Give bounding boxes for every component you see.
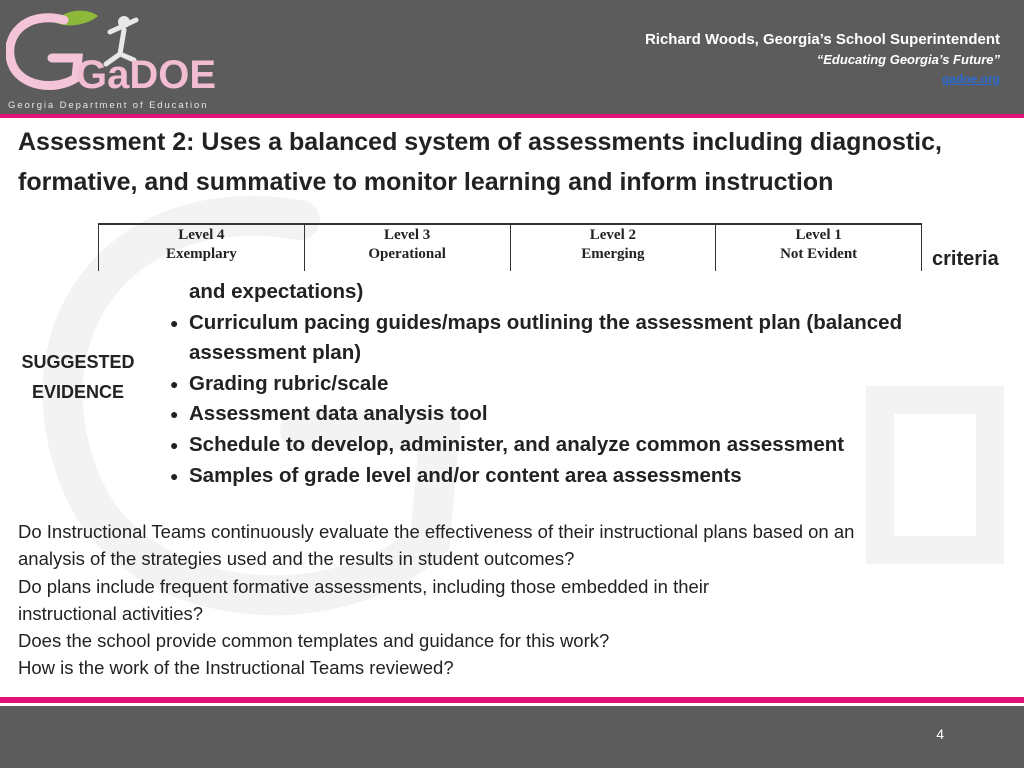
header-info xyxy=(645,30,1000,88)
evidence-item xyxy=(160,399,980,430)
rubric-cell xyxy=(304,265,510,271)
evidence-item xyxy=(160,369,980,400)
evidence-label-line-1: SUGGESTED xyxy=(21,352,135,372)
evidence-line xyxy=(160,277,980,308)
rubric-level: Level 2 xyxy=(589,227,636,243)
rubric-level-label: Exemplary xyxy=(165,246,237,262)
header-bar xyxy=(0,0,1024,114)
criteria-text-fragment: criteria xyxy=(932,248,999,270)
motto: “Educating Georgia’s Future” xyxy=(816,52,1000,67)
title-line-2: formative, and summative to monitor learning and inform instruction xyxy=(18,168,834,196)
bullet-icon: ● xyxy=(170,467,179,484)
gadoe-logo-graphic xyxy=(6,6,220,98)
evidence-text: and expectations) xyxy=(189,280,364,303)
logo-subtitle: Georgia Department of Education xyxy=(8,100,209,111)
evidence-item xyxy=(160,430,980,461)
website-link[interactable]: gadoe.org xyxy=(941,72,1000,86)
evidence-item xyxy=(160,461,980,492)
evidence-text: Samples of grade level and/or content area assessments xyxy=(189,463,742,487)
rubric-col-level-1 xyxy=(716,225,922,266)
question-line: analysis of the strategies used and the results in student outcomes? xyxy=(18,548,575,570)
rubric-col-level-2 xyxy=(510,225,716,266)
question-line: Do Instructional Teams continuously evaluate the effectiveness of their instructional plans based on an xyxy=(18,521,855,542)
rubric-header-row xyxy=(99,225,922,266)
bullet-icon: ● xyxy=(170,375,179,392)
rubric-cell xyxy=(716,265,922,271)
evidence-text: Curriculum pacing guides/maps outlining the assessment plan (balanced xyxy=(189,310,903,334)
rubric-level: Level 4 xyxy=(178,227,225,243)
evidence-text: Grading rubric/scale xyxy=(189,371,389,395)
gadoe-logo xyxy=(6,6,220,110)
logo-g-shape xyxy=(10,18,78,86)
rubric-col-level-3 xyxy=(304,225,510,266)
rubric-level-label: Emerging xyxy=(581,246,645,262)
rubric-table xyxy=(98,224,922,271)
bullet-icon: ● xyxy=(170,314,179,331)
accent-divider-top xyxy=(0,114,1024,118)
page-number: 4 xyxy=(936,726,944,742)
rubric-col-level-4 xyxy=(99,225,305,266)
rubric-level: Level 1 xyxy=(795,227,842,243)
slide-title xyxy=(18,122,1008,202)
bullet-icon: ● xyxy=(170,406,179,423)
rubric-level: Level 3 xyxy=(384,227,431,243)
rubric-body-row xyxy=(99,265,922,271)
title-line-1: Assessment 2: Uses a balanced system of assessments including diagnostic, xyxy=(18,128,942,156)
evidence-text: Schedule to develop, administer, and analyze common assessment xyxy=(189,432,845,456)
footer-bar xyxy=(0,706,1024,768)
evidence-line xyxy=(160,338,980,369)
evidence-text: Assessment data analysis tool xyxy=(189,402,488,426)
evidence-list xyxy=(160,277,980,491)
rubric-level-label: Operational xyxy=(368,246,446,262)
question-line: Does the school provide common templates and guidance for this work? xyxy=(18,630,610,652)
rubric-cell xyxy=(99,265,305,271)
bullet-icon: ● xyxy=(170,436,179,453)
superintendent-name: Richard Woods, Georgia’s School Superintendent xyxy=(644,31,1000,48)
reflection-questions xyxy=(18,518,998,682)
question-line: How is the work of the Instructional Teams reviewed? xyxy=(18,657,454,679)
suggested-evidence-label xyxy=(18,347,138,407)
logo-wordmark: GaDOE xyxy=(76,53,217,97)
question-line: instructional activities? xyxy=(18,602,204,624)
rubric-cell xyxy=(510,265,716,271)
evidence-label-line-2: EVIDENCE xyxy=(31,382,125,402)
accent-divider-bottom xyxy=(0,697,1024,703)
evidence-text: assessment plan) xyxy=(189,341,362,365)
question-line: Do plans include frequent formative assessments, including those embedded in their xyxy=(18,575,710,597)
rubric-level-label: Not Evident xyxy=(780,246,858,262)
evidence-item xyxy=(160,308,980,339)
